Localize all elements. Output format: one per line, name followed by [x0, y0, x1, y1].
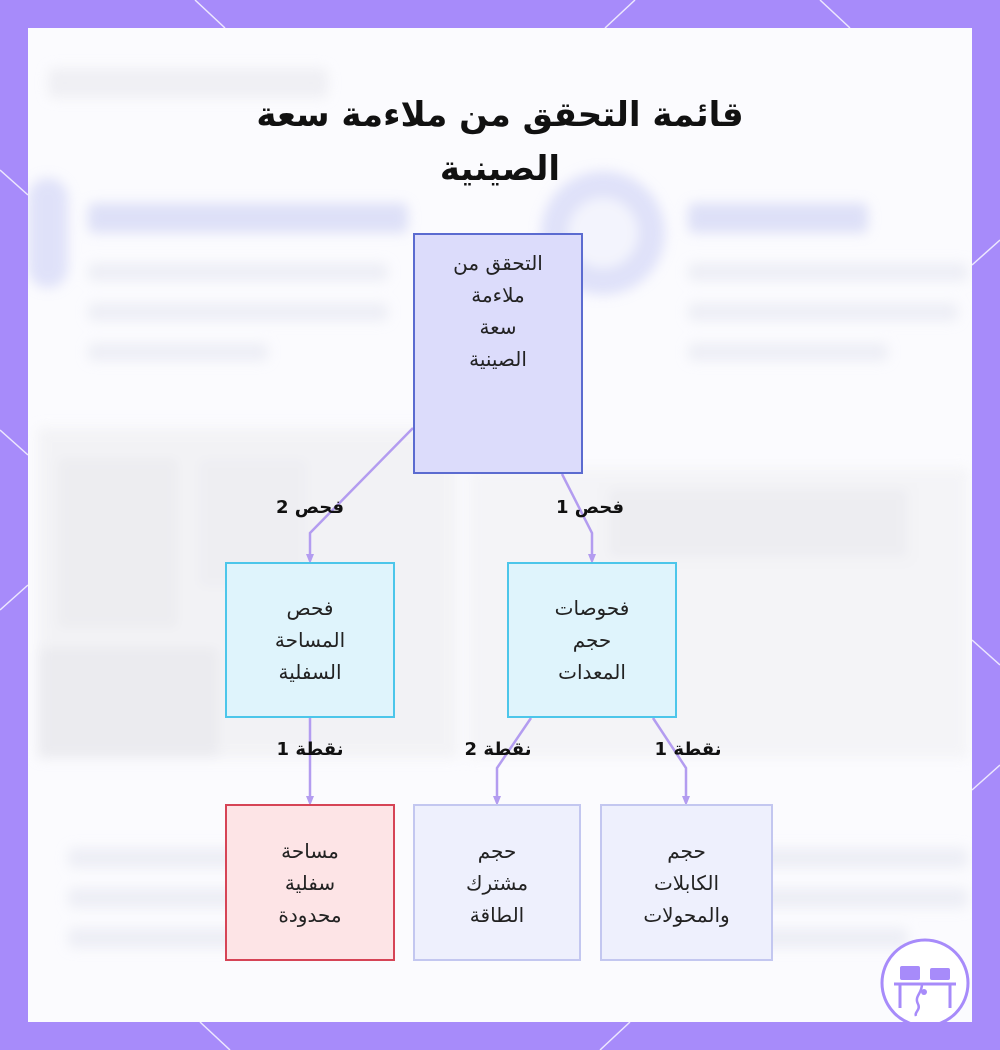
node-text-line: سعة — [479, 315, 517, 339]
node-text-line: التحقق من — [453, 251, 543, 275]
edge-label-check-2: فحص 2 — [275, 497, 345, 518]
node-text-line: حجم — [477, 838, 517, 863]
node-text-line: ملاءمة — [471, 283, 525, 307]
node-text-line: حجم — [572, 628, 612, 652]
title-line-2: الصينية — [439, 149, 561, 189]
node-text-line: المعدات — [558, 660, 626, 684]
node-text-line: المساحة — [274, 628, 346, 652]
node-underspace-check — [225, 562, 395, 718]
edge-label-point-1-left: نقطة 1 — [276, 739, 344, 760]
edge-label-point-2: نقطة 2 — [464, 739, 532, 760]
node-text-line: السفلية — [278, 660, 342, 684]
node-tray-capacity-check — [413, 233, 583, 474]
node-text-line: سفلية — [284, 870, 336, 895]
node-text-line: والمحولات — [643, 902, 730, 927]
node-power-strip-size — [413, 804, 581, 961]
node-text-line: فحوصات — [554, 596, 630, 620]
node-text-line: الطاقة — [469, 902, 525, 927]
node-text-line: الصينية — [469, 347, 527, 371]
node-text-line: مساحة — [281, 838, 339, 863]
edge-label-check-1: فحص 1 — [555, 497, 625, 518]
edge-label-point-1-right: نقطة 1 — [654, 739, 722, 760]
node-text-line: حجم — [667, 838, 706, 863]
diagram-card — [28, 28, 972, 1022]
node-text-line: محدودة — [278, 902, 342, 927]
node-cables-adapters-size — [600, 804, 773, 961]
node-text-line: فحص — [286, 596, 334, 620]
node-text-line: مشترك — [465, 870, 529, 895]
edge-root-to-underspace — [310, 428, 413, 559]
node-limited-underspace — [225, 804, 395, 961]
title-line-1: قائمة التحقق من ملاءمة سعة — [256, 95, 744, 135]
node-text-line: الكابلات — [653, 870, 720, 895]
node-equipment-size-checks — [507, 562, 677, 718]
desk-setup-logo-icon — [880, 938, 970, 1022]
